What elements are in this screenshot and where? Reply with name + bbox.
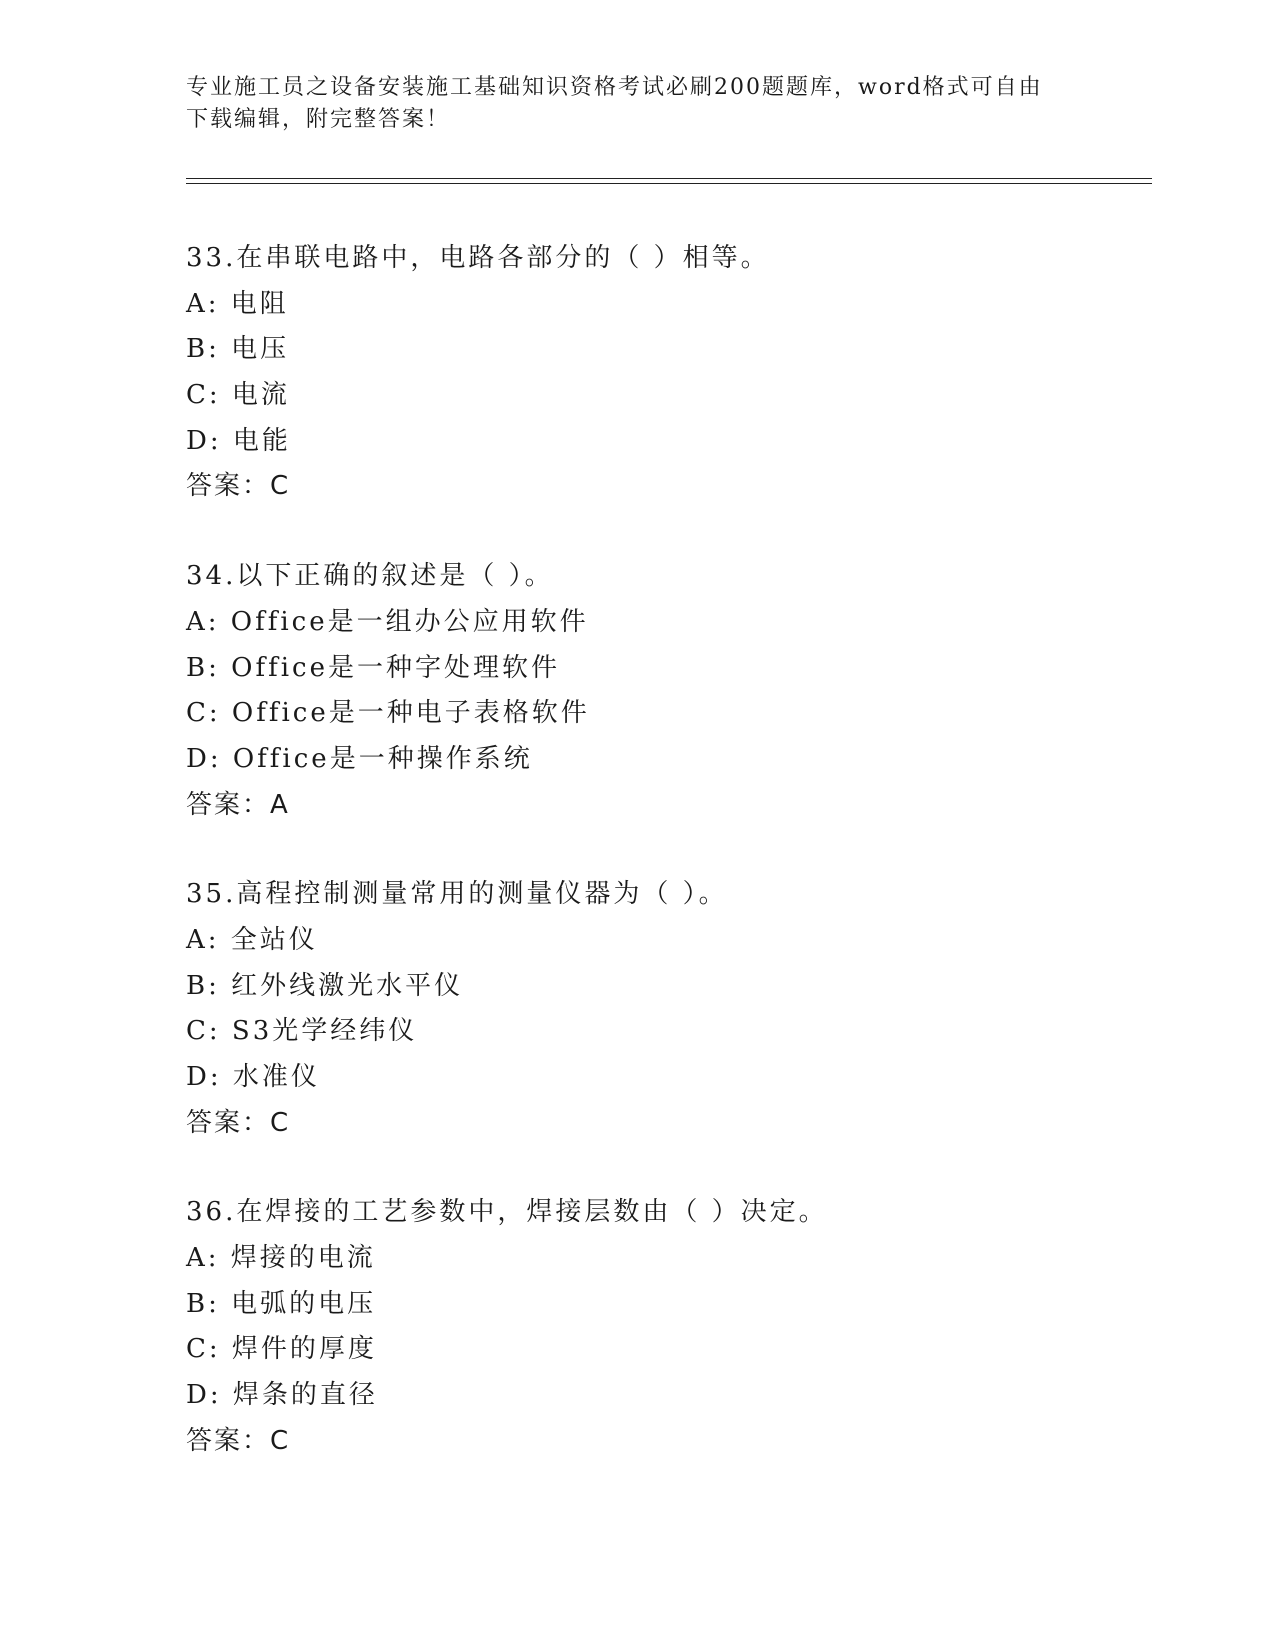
- question-33: [186, 236, 1146, 510]
- option-a: A: Office是一组办公应用软件: [186, 606, 589, 637]
- answer-line: 答案：C: [186, 1107, 291, 1138]
- header-divider-bottom: [186, 183, 1152, 184]
- option-c: C: 电流: [186, 380, 290, 411]
- question-stem: 36.在焊接的工艺参数中，焊接层数由（ ）决定。: [186, 1197, 828, 1228]
- option-d: D: 焊条的直径: [186, 1380, 378, 1411]
- question-stem: 35.高程控制测量常用的测量仪器为（ ）。: [186, 879, 728, 910]
- answer-line: 答案：C: [186, 471, 291, 502]
- option-a: A: 全站仪: [186, 924, 318, 955]
- header-divider-top: [186, 178, 1152, 179]
- question-list: [186, 236, 1146, 1509]
- option-c: C: 焊件的厚度: [186, 1334, 377, 1365]
- option-d: D: 水准仪: [186, 1062, 320, 1092]
- question-stem: 34.以下正确的叙述是（ ）。: [186, 561, 554, 592]
- option-c: C: S3光学经纬仪: [186, 1016, 418, 1047]
- question-34: [186, 554, 1146, 828]
- document-header: [186, 72, 1066, 136]
- option-b: B: 电弧的电压: [186, 1288, 377, 1319]
- option-d: D: Office是一种操作系统: [186, 743, 533, 774]
- question-35: [186, 872, 1146, 1146]
- option-b: B: Office是一种字处理软件: [186, 652, 560, 683]
- option-b: B: 红外线激光水平仪: [186, 970, 464, 1001]
- header-line-1: 专业施工员之设备安装施工基础知识资格考试必刷200题题库，word格式可自由: [186, 75, 1043, 100]
- question-stem: 33.在串联电路中，电路各部分的（ ）相等。: [186, 243, 770, 273]
- answer-line: 答案：A: [186, 789, 290, 820]
- header-line-2: 下载编辑，附完整答案！: [186, 107, 451, 132]
- option-b: B: 电压: [186, 334, 290, 365]
- option-a: A: 电阻: [186, 288, 289, 319]
- answer-line: 答案：C: [186, 1425, 291, 1456]
- option-d: D: 电能: [186, 425, 291, 456]
- option-a: A: 焊接的电流: [186, 1243, 376, 1274]
- option-c: C: Office是一种电子表格软件: [186, 698, 590, 729]
- question-36: [186, 1190, 1146, 1464]
